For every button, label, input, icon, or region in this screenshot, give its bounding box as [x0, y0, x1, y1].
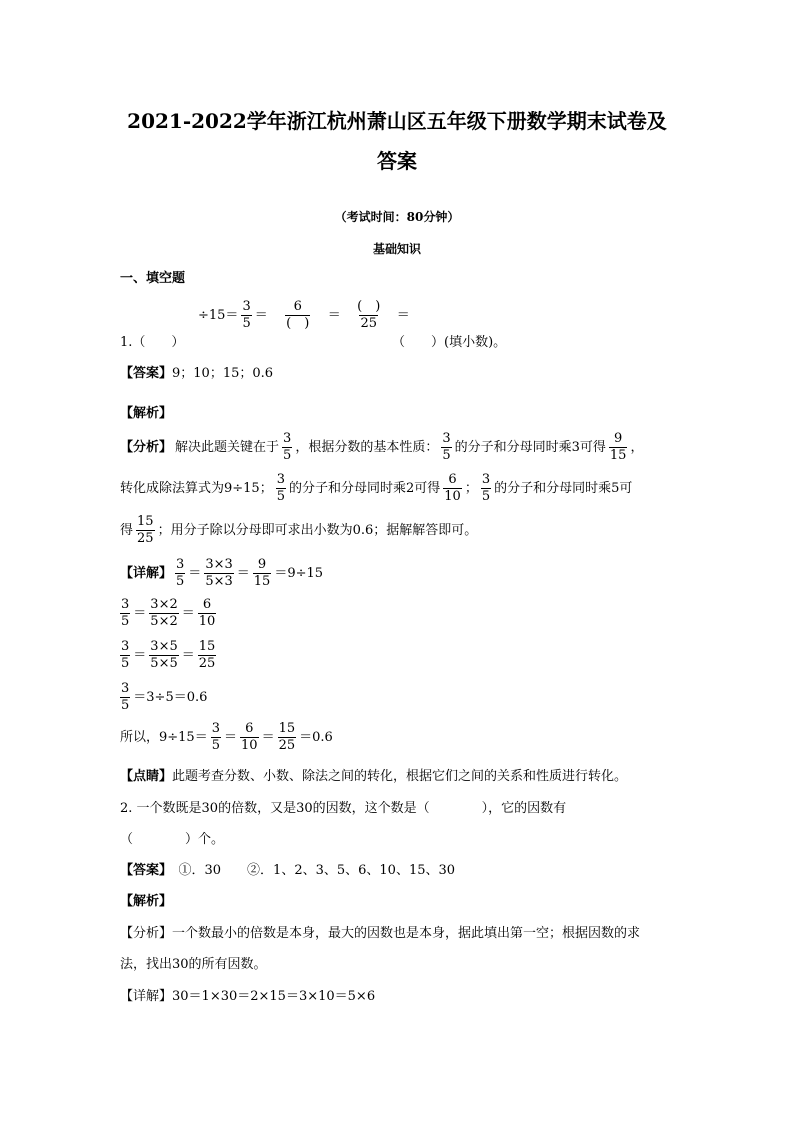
q1-detail-line2: $\frac{3}{5}$ ＝ $\frac{3\times 2}{5\times 2}$ ＝ $\frac{6}{10}$: [121, 597, 216, 629]
q2-question-line1: 2. 一个数既是30的倍数，又是30的因数，这个数是（ ），它的因数有: [120, 801, 567, 816]
q1-analysis-line2: 转化成除法算式为9÷15； $\frac{3}{5}$ 的分子和分母同时乘2可得 $\frac{6}{10}$ ； $\frac{3}{5}$ 的分子和分母同时乘5可: [120, 472, 633, 504]
equals-sign: ＝: [254, 307, 268, 323]
document-title-line2: 答案: [377, 149, 417, 173]
q1-analysis-line1: 【分析】 解决此题关键在于 $\frac{3}{5}$ ，根据分数的基本性质： $\frac{3}{5}$ 的分子和分母同时乘3可得 $\frac{9}{15}$ ，: [120, 431, 644, 463]
q1-conclusion: 所以，9÷15＝ $\frac{3}{5}$ ＝ $\frac{6}{10}$ ＝ $\frac{15}{25}$ ＝0.6: [120, 721, 333, 753]
document-title-line1: 2021-2022学年浙江杭州萧山区五年级下册数学期末试卷及: [127, 109, 667, 133]
q2-answer: 【答案】 ①．30 ②．1、2、3、5、6、10、15、30: [120, 863, 456, 878]
equals-sign: ＝: [327, 307, 341, 323]
q1-detail-line4: $\frac{3}{5}$ ＝3÷5＝0.6: [121, 681, 208, 713]
q1-analysis-line3: 得 $\frac{15}{25}$ ；用分子除以分母即可求出小数为0.6；据解解答即可。: [120, 514, 478, 546]
q1-equation: [198, 299, 410, 332]
q2-analysis-label: 【解析】: [120, 894, 173, 909]
q1-fraction-6-blank: $\frac{6}{( )}$: [286, 299, 310, 331]
equals-sign: ＝: [396, 307, 410, 323]
q1-fraction-blank-25: $\frac{( )}{25}$: [357, 299, 381, 331]
q1-analysis-label: 【解析】: [120, 406, 173, 421]
q2-detail: 【详解】30＝1×30＝2×15＝3×10＝5×6: [120, 989, 376, 1004]
q1-detail-line3: $\frac{3}{5}$ ＝ $\frac{3\times 5}{5\times 5}$ ＝ $\frac{15}{25}$: [121, 639, 216, 671]
q2-analysis-line1: 【分析】一个数最小的倍数是本身，最大的因数也是本身，据此填出第一空；根据因数的求: [120, 926, 641, 941]
q1-fraction-3-5: $\frac{3}{5}$: [242, 299, 251, 331]
section-title: 基础知识: [372, 242, 421, 256]
part-one-heading: 一、填空题: [120, 271, 186, 286]
q1-comment: 【点睛】此题考查分数、小数、除法之间的转化，根据它们之间的关系和性质进行转化。: [120, 769, 628, 784]
q2-question-line2: （ ）个。: [120, 832, 225, 847]
q1-div15: ÷15＝: [198, 307, 239, 323]
q2-analysis-line2: 法，找出30的所有因数。: [120, 957, 267, 972]
exam-time: （考试时间：80分钟）: [334, 210, 460, 224]
q1-answer: 【答案】9；10；15；0.6: [120, 366, 274, 381]
q1-detail-line1: 【详解】 $\frac{3}{5}$ ＝ $\frac{3\times 3}{5\times 3}$ ＝ $\frac{9}{15}$ ＝9÷15: [120, 557, 324, 589]
q1-tail: （ ）(填小数)。: [392, 335, 507, 350]
q1-number: 1.（ ）: [120, 335, 185, 350]
